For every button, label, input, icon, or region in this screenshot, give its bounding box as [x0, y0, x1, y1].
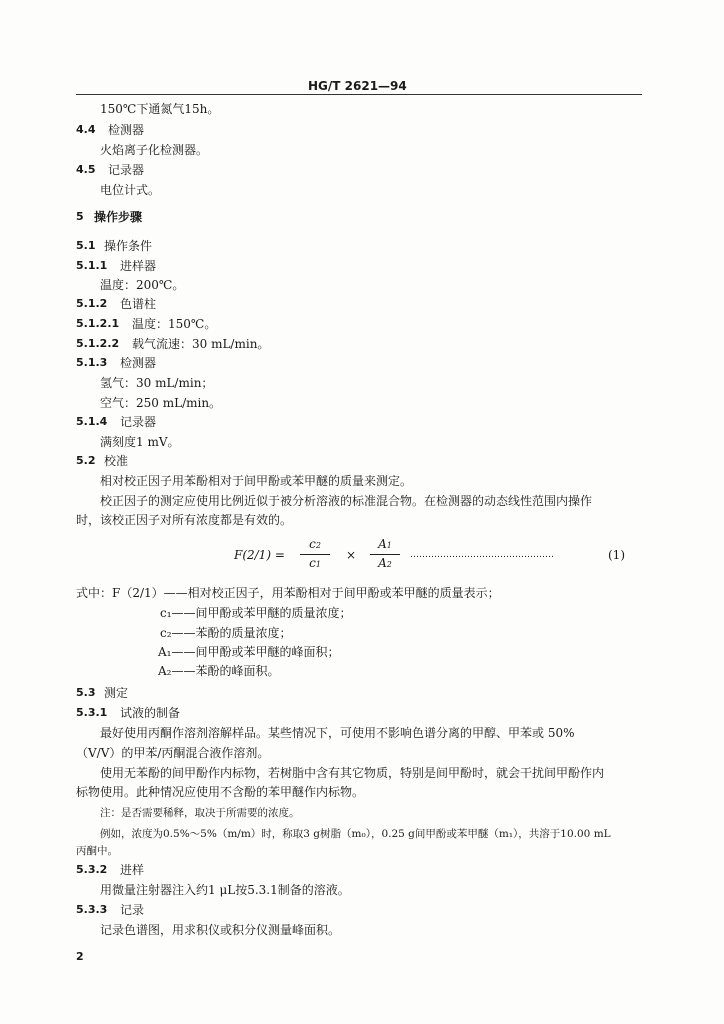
formula-lhs: F(2/1) =: [234, 548, 285, 562]
section-number: 5.3.2: [76, 863, 108, 876]
section-number: 5.1.2: [76, 297, 108, 310]
formula-denominator-c1: [300, 556, 330, 570]
text-line: A₁——间甲酚或苯甲醚的峰面积；: [158, 645, 340, 659]
section-title: 检测器: [108, 123, 145, 137]
text-line: （V/V）的甲苯/丙酮混合液作溶剂。: [76, 746, 270, 760]
text-line: 标物使用。此种情况应使用不含酚的苯甲醚作内标物。: [76, 785, 365, 799]
section-number: 5.3.3: [76, 903, 108, 916]
section-title: 进样器: [120, 259, 157, 273]
text-line: A₂——苯酚的峰面积。: [158, 664, 280, 678]
section-number: 4.5: [76, 163, 96, 176]
formula-times: ×: [346, 548, 357, 562]
formula-number: (1): [608, 548, 625, 562]
formula-subscript: 1: [315, 560, 321, 569]
section-number: 5: [76, 210, 84, 223]
section-title: 操作条件: [104, 239, 153, 253]
text-line: 最好使用丙酮作溶剂溶解样品。某些情况下，可使用不影响色谱分离的甲醇、甲苯或 50%: [100, 726, 575, 740]
text-line: 氢气：30 mL/min；: [100, 376, 214, 390]
section-number: 5.3: [76, 686, 96, 699]
fraction-line: [370, 554, 400, 555]
section-number: 5.1: [76, 239, 96, 252]
formula-symbol: c: [309, 556, 316, 570]
section-number: 5.1.2.1: [76, 317, 120, 330]
formula-numerator-A1: [370, 537, 400, 551]
note-text: 例如，浓度为0.5%～5%（m/m）时，称取3 g树脂（m₀），0.25 g间甲酚或苯甲醚（m₁），共溶于10.00 mL: [100, 828, 611, 840]
section-number: 5.1.3: [76, 356, 108, 369]
text-line: c₂——苯酚的质量浓度；: [160, 626, 292, 640]
section-title: 色谱柱: [120, 297, 157, 311]
note-text: 丙酮中。: [76, 845, 118, 857]
header-rule: [76, 94, 642, 95]
formula-subscript: 2: [386, 560, 392, 569]
section-number: 5.2: [76, 454, 96, 467]
text-line: 使用无苯酚的间甲酚作内标物，若树脂中含有其它物质，特别是间甲酚时，就会干扰间甲酚作内: [100, 766, 605, 780]
section-number: 4.4: [76, 123, 96, 136]
text-line: 火焰离子化检测器。: [100, 143, 209, 157]
page-header: HG/T 2621—94: [308, 79, 407, 93]
text-line: 用微量注射器注入约1 μL按5.3.1制备的溶液。: [100, 883, 350, 897]
section-title: 试液的制备: [120, 706, 181, 720]
formula-denominator-A2: [370, 556, 400, 570]
section-title: 记录器: [120, 415, 157, 429]
text-line: 记录色谱图，用求积仪或积分仪测量峰面积。: [100, 923, 341, 937]
text-line: 温度：200℃。: [100, 278, 185, 292]
fraction-line: [300, 554, 330, 555]
section-title: 记录器: [108, 163, 145, 177]
text-line: 校正因子的测定应使用比例近似于被分析溶液的标准混合物。在检测器的动态线性范围内操作: [100, 494, 593, 508]
section-number: 5.1.1: [76, 259, 108, 272]
formula-numerator-c2: [300, 537, 330, 551]
formula-symbol: A: [378, 537, 387, 551]
section-title: 测定: [104, 686, 129, 700]
text-line: 空气：250 mL/min。: [100, 396, 222, 410]
text-line: 时，该校正因子对所有浓度都是有效的。: [76, 513, 293, 527]
note-text: 注：是否需要稀释，取决于所需要的浓度。: [100, 807, 300, 819]
section-number: 5.1.4: [76, 415, 108, 428]
section-title: 检测器: [120, 356, 157, 370]
section-title: 校准: [104, 454, 129, 468]
section-title: 进样: [120, 863, 145, 877]
text-line: 电位计式。: [100, 183, 161, 197]
text-line: 满刻度1 mV。: [100, 435, 180, 449]
formula-subscript: 2: [315, 541, 321, 550]
section-number: 5.3.1: [76, 706, 108, 719]
text-line: c₁——间甲酚或苯甲醚的质量浓度；: [160, 606, 352, 620]
section-title: 记录: [120, 903, 145, 917]
formula-subscript: 1: [386, 541, 392, 550]
section-title: 操作步骤: [94, 210, 143, 224]
text-line: 载气流速：30 mL/min。: [132, 337, 270, 351]
text-line: 温度：150℃。: [132, 317, 217, 331]
text-line: 相对校正因子用苯酚相对于间甲酚或苯甲醚的质量来测定。: [100, 474, 413, 488]
section-number: 5.1.2.2: [76, 337, 120, 350]
formula-symbol: A: [378, 556, 387, 570]
formula-leader-dots: …………………………………………: [410, 550, 554, 560]
page-number: 2: [76, 950, 84, 963]
text-line: 150℃下通氮气15h。: [100, 102, 220, 116]
text-line: 式中：F（2/1）——相对校正因子，用苯酚相对于间甲酚或苯甲醚的质量表示；: [76, 586, 500, 600]
formula-symbol: c: [309, 537, 316, 551]
